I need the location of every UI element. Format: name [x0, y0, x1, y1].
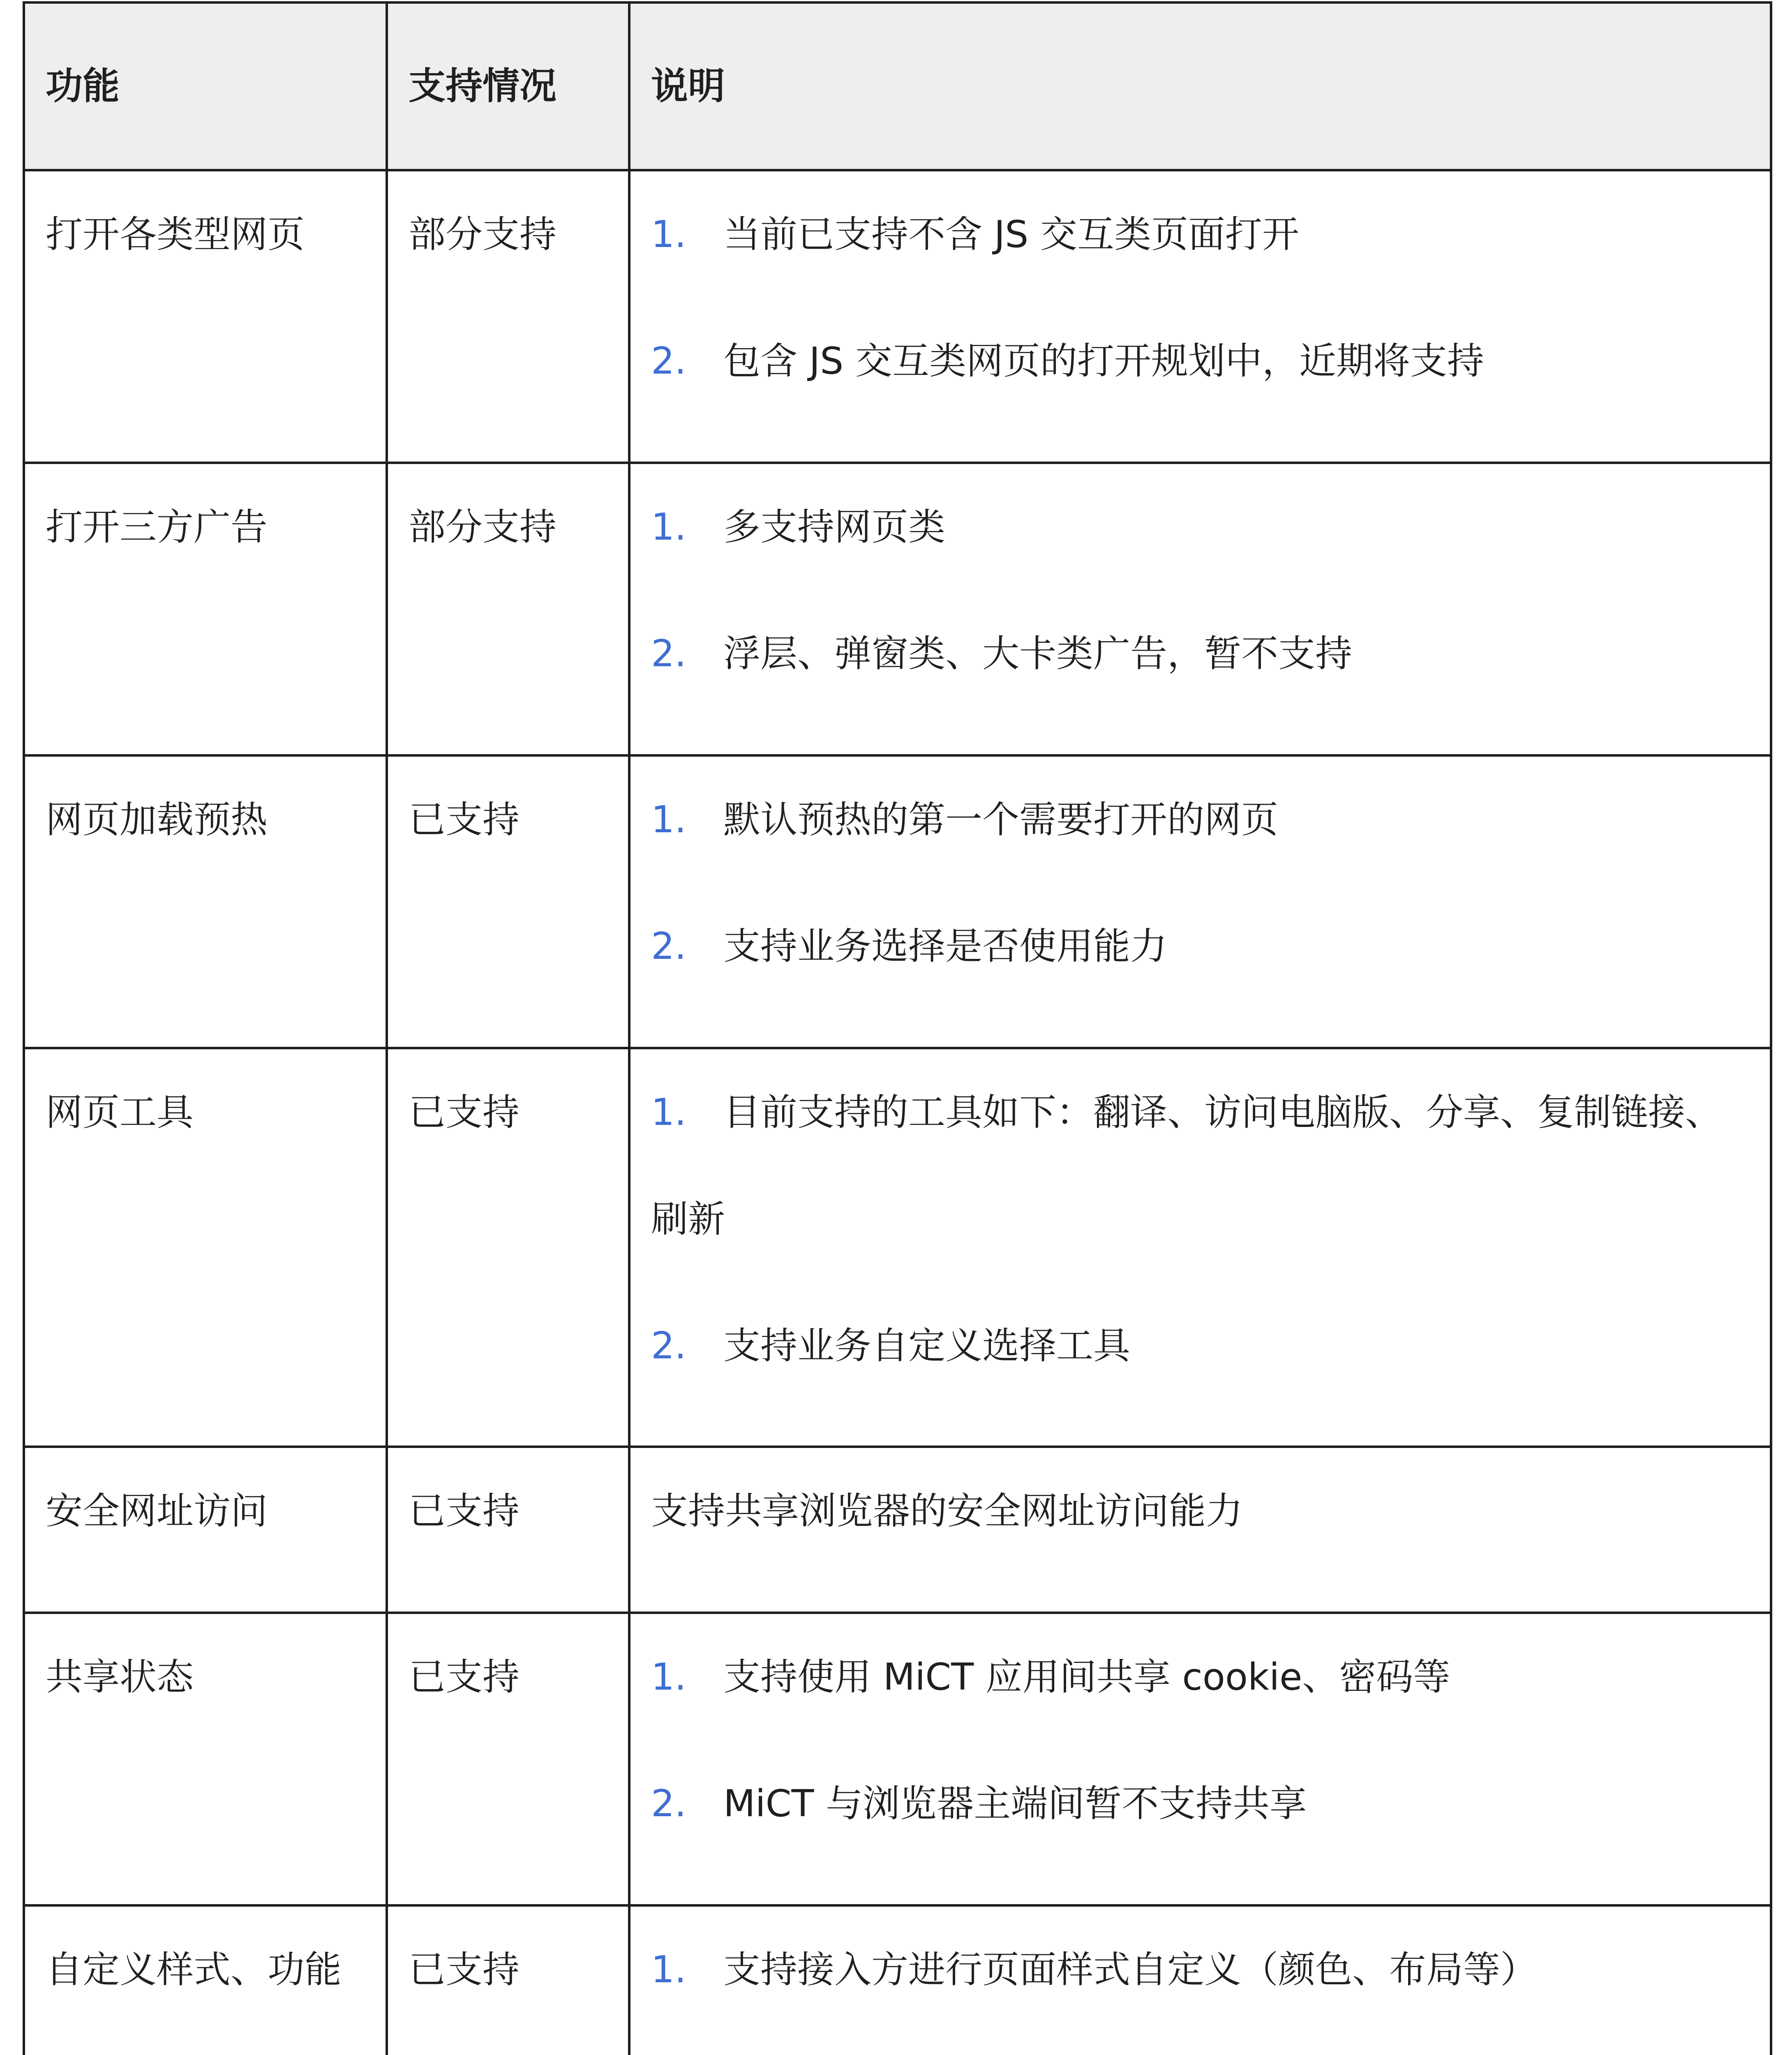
feature-cell: 打开三方广告 — [24, 463, 387, 755]
feature-support-table — [23, 1, 1772, 2055]
list-item-text: 支持业务选择是否使用能力 — [723, 925, 1167, 968]
list-item — [651, 1049, 1749, 1283]
list-item-text: 支持接入方进行页面样式自定义（颜色、布局等） — [723, 1948, 1537, 1991]
list-number: 2. — [651, 1324, 686, 1367]
table-row — [24, 1447, 1771, 1613]
table-header — [24, 2, 1771, 170]
status-cell: 已支持 — [387, 755, 629, 1048]
table-row — [24, 1048, 1771, 1447]
header-feature: 功能 — [24, 2, 387, 170]
list-number: 1. — [651, 1091, 686, 1134]
list-item-text: 浮层、弹窗类、大卡类广告，暂不支持 — [723, 632, 1352, 675]
header-notes: 说明 — [629, 2, 1771, 170]
table-row — [24, 170, 1771, 463]
list-number: 1. — [651, 798, 686, 841]
list-item — [651, 464, 1749, 591]
notes-cell — [629, 1613, 1771, 1905]
list-item-text: MiCT 与浏览器主端间暂不支持共享 — [723, 1782, 1307, 1825]
header-status: 支持情况 — [387, 2, 629, 170]
table-row — [24, 1613, 1771, 1905]
list-number: 2. — [651, 1782, 686, 1825]
feature-cell: 自定义样式、功能 — [24, 1905, 387, 2055]
list-item — [651, 1741, 1749, 1867]
feature-cell: 安全网址访问 — [24, 1447, 387, 1613]
list-number: 2. — [651, 632, 686, 675]
status-cell: 已支持 — [387, 1447, 629, 1613]
status-cell: 已支持 — [387, 1905, 629, 2055]
header-row — [24, 2, 1771, 170]
notes-cell — [629, 1048, 1771, 1447]
status-cell: 部分支持 — [387, 170, 629, 463]
list-item — [651, 1283, 1749, 1409]
list-number: 1. — [651, 213, 686, 256]
list-item — [651, 1614, 1749, 1741]
list-item-text: 包含 JS 交互类网页的打开规划中，近期将支持 — [723, 339, 1484, 383]
list-item — [651, 171, 1749, 298]
list-number — [651, 2033, 723, 2055]
table-body — [24, 170, 1771, 2055]
table-row — [24, 463, 1771, 755]
notes-cell: 支持共享浏览器的安全网址访问能力 — [629, 1447, 1771, 1613]
notes-cell — [629, 170, 1771, 463]
list-item — [651, 883, 1749, 1010]
status-cell: 已支持 — [387, 1048, 629, 1447]
list-item-text: 目前支持的工具如下：翻译、访问电脑版、分享、复制链接、刷新 — [651, 1091, 1722, 1241]
feature-cell: 打开各类型网页 — [24, 170, 387, 463]
list-number: 1. — [651, 1948, 686, 1991]
list-item-text: 支持使用 MiCT 应用间共享 cookie、密码等 — [723, 1656, 1450, 1699]
table-row — [24, 755, 1771, 1048]
list-number: 1. — [651, 506, 686, 549]
status-cell: 已支持 — [387, 1613, 629, 1905]
list-item-text: 支持业务自定义选择工具 — [723, 1324, 1130, 1367]
list-item — [651, 1907, 1749, 2033]
list-number: 2. — [651, 339, 686, 383]
notes-cell — [629, 1905, 1771, 2055]
feature-cell: 共享状态 — [24, 1613, 387, 1905]
notes-cell — [629, 463, 1771, 755]
feature-cell: 网页工具 — [24, 1048, 387, 1447]
table-row — [24, 1905, 1771, 2055]
feature-cell: 网页加载预热 — [24, 755, 387, 1048]
list-item-text: 默认预热的第一个需要打开的网页 — [723, 798, 1278, 841]
list-number: 2. — [651, 925, 686, 968]
list-item — [651, 2033, 1749, 2055]
list-number: 1. — [651, 1656, 686, 1699]
list-item-text: 多支持网页类 — [723, 506, 945, 549]
status-cell: 部分支持 — [387, 463, 629, 755]
list-item — [651, 591, 1749, 717]
list-item — [651, 757, 1749, 883]
notes-cell — [629, 755, 1771, 1048]
list-item-text: 当前已支持不含 JS 交互类页面打开 — [723, 213, 1299, 256]
list-item — [651, 298, 1749, 425]
